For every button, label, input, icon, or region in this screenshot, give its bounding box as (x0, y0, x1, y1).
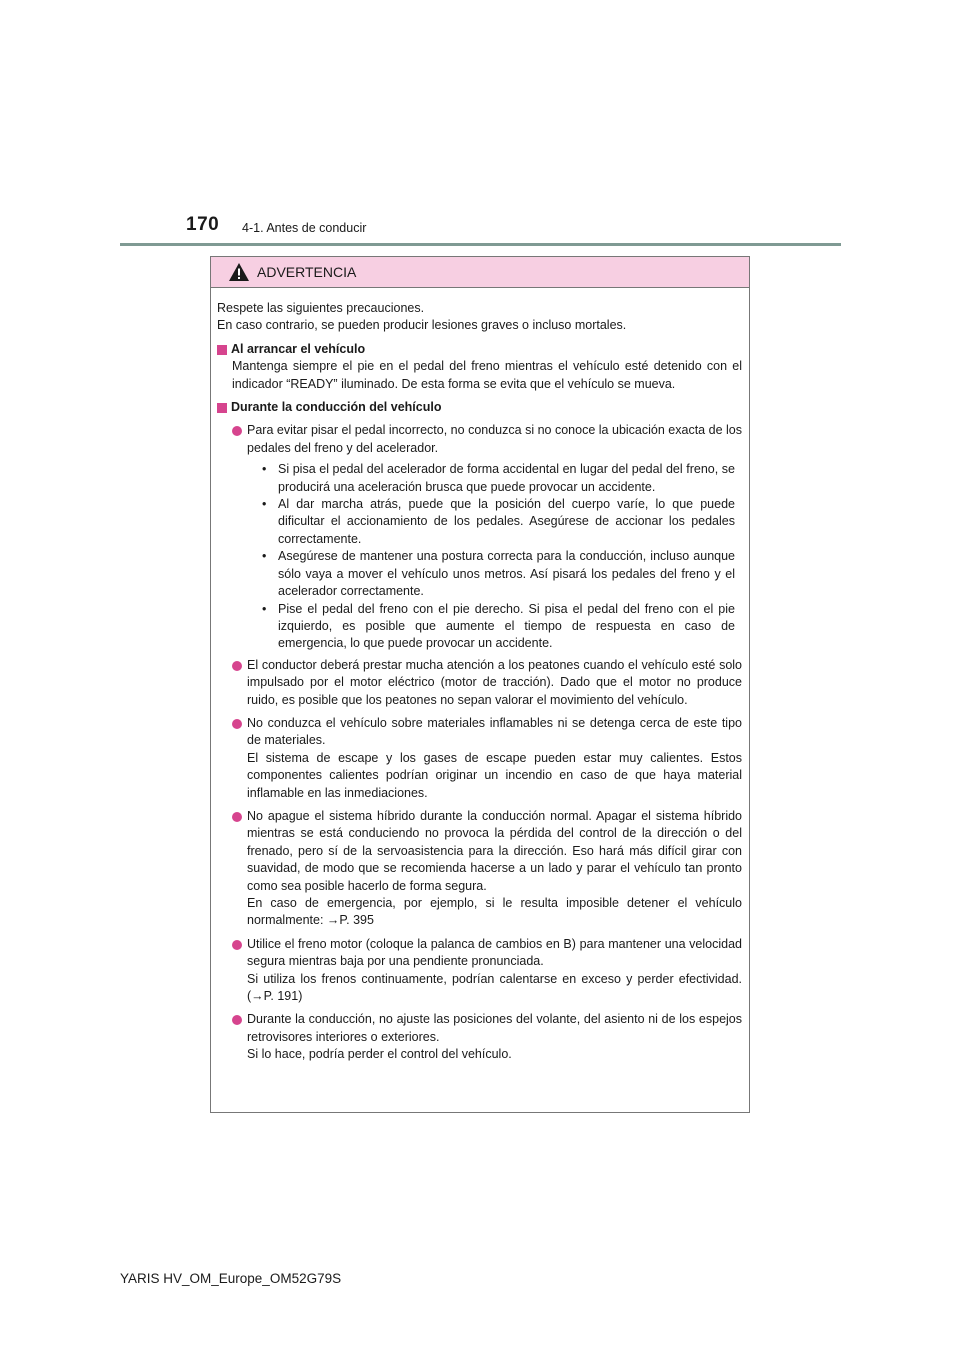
bullet-text: No apague el sistema híbrido durante la conducción normal. Apagar el sistema híbrido mientras se está conduciendo no provoca la pérdida del control de la dirección o del frenado, pero sí de la servoasistencia para la dirección. Eso hará más difícil girar con suavidad, de modo que se recomienda hacerse a un lado y parar el vehículo tan pronto como sea posible hacerlo de forma segura. (247, 808, 742, 893)
section-driving (217, 399, 743, 416)
round-bullet-icon (232, 719, 242, 729)
sub-list-pedals (217, 461, 743, 652)
bullet-flammable (217, 715, 743, 802)
dot-mark-icon: • (262, 549, 267, 564)
intro-line: En caso contrario, se pueden producir lesiones graves o incluso mortales. (217, 318, 627, 333)
section-driving-title-text: Durante la conducción del vehículo (231, 400, 442, 415)
warning-title: ADVERTENCIA (257, 264, 357, 280)
sub-item (262, 548, 743, 600)
round-bullet-icon (232, 1015, 242, 1025)
page-number: 170 (186, 214, 220, 235)
bullet-text: Si lo hace, podría perder el control del vehículo. (247, 1047, 512, 1062)
round-bullet-icon (232, 940, 242, 950)
bullet-engine-brake (217, 936, 743, 1006)
round-bullet-icon (232, 812, 242, 822)
round-bullet-icon (232, 661, 242, 671)
warning-triangle-icon (228, 262, 250, 282)
sub-item (262, 496, 743, 548)
dot-mark-icon: • (262, 601, 267, 616)
bullet-text: Utilice el freno motor (coloque la palanca de cambios en B) para mantener una velocidad segura mientras baja por una pendiente pronunciada. (247, 936, 742, 969)
bullet-text: No conduzca el vehículo sobre materiales inflamables ni se detenga cerca de este tipo de materiales. (247, 715, 742, 748)
round-bullet-icon (232, 426, 242, 436)
section-start-text: Mantenga siempre el pie en el pedal del freno mientras el vehículo esté detenido con el indicador “READY” iluminado. De esta forma se evita que el vehículo se mueva. (232, 359, 742, 391)
warning-intro (217, 300, 743, 335)
bullet-hybrid-system (217, 808, 743, 930)
sub-item (262, 461, 743, 496)
bullet-text: El conductor deberá prestar mucha atención a los peatones cuando el vehículo esté solo impulsado por el motor eléctrico (motor de tracción). Dado que el motor no produce ruido, es posible que los peatones no sepan valorar el movimiento del vehículo. (247, 657, 742, 707)
dot-mark-icon: • (262, 497, 267, 512)
bullet-text-reference[interactable]: Si utiliza los frenos continuamente, podrían calentarse en exceso y perder efectividad. (→P. 191) (247, 971, 742, 1004)
warning-box (210, 256, 750, 1113)
section-title: 4-1. Antes de conducir (242, 221, 367, 235)
bullet-pedestrians (217, 657, 743, 709)
section-start (217, 341, 743, 393)
sub-item-text: Pise el pedal del freno con el pie derecho. Si pisa el pedal del freno con el pie izquierdo, es posible que aumente el tiempo de respuesta en caso de emergencia, lo que puede provocar un accidente. (278, 601, 735, 651)
section-start-title-text: Al arrancar el vehículo (231, 341, 366, 356)
bullet-text-reference[interactable]: En caso de emergencia, por ejemplo, si le resulta imposible detener el vehículo normalmente: →P. 395 (247, 896, 742, 928)
square-bullet-icon (217, 345, 227, 355)
bullet-text: Durante la conducción, no ajuste las posiciones del volante, del asiento ni de los espejos retrovisores interiores o exteriores. (247, 1012, 742, 1044)
sub-item-text: Al dar marcha atrás, puede que la posición del cuerpo varíe, lo que puede dificultar el accionamiento de los pedales. Asegúrese de accionar los pedales correctamente. (278, 497, 735, 546)
bullet-adjustments (217, 1011, 743, 1063)
warning-body (211, 288, 749, 1064)
sub-item-text: Si pisa el pedal del acelerador de forma accidental en lugar del pedal del freno, se producirá una aceleración brusca que puede provocar un accidente. (278, 462, 735, 494)
square-bullet-icon (217, 403, 227, 413)
sub-item-text: Asegúrese de mantener una postura correcta para la conducción, incluso aunque sólo vaya a mover el vehículo unos metros. Así pisará los pedales del freno y el acelerador correctamente. (278, 549, 735, 599)
dot-mark-icon: • (262, 462, 267, 477)
intro-line: Respete las siguientes precauciones. (217, 301, 425, 315)
sub-item (262, 601, 743, 653)
bullet-pedals (217, 422, 743, 457)
section-driving-title (217, 399, 743, 416)
section-start-title (217, 341, 743, 358)
bullet-text: Para evitar pisar el pedal incorrecto, no conduzca si no conoce la ubicación exacta de los pedales del freno y del acelerador. (247, 423, 742, 455)
warning-header (211, 257, 749, 288)
header-rule (120, 243, 841, 246)
footer-code: YARIS HV_OM_Europe_OM52G79S (120, 1271, 342, 1286)
bullet-text: El sistema de escape y los gases de escape pueden estar muy calientes. Estos componentes calientes podrían originar un incendio en caso de que haya material inflamable en las inmediaciones. (247, 750, 742, 800)
